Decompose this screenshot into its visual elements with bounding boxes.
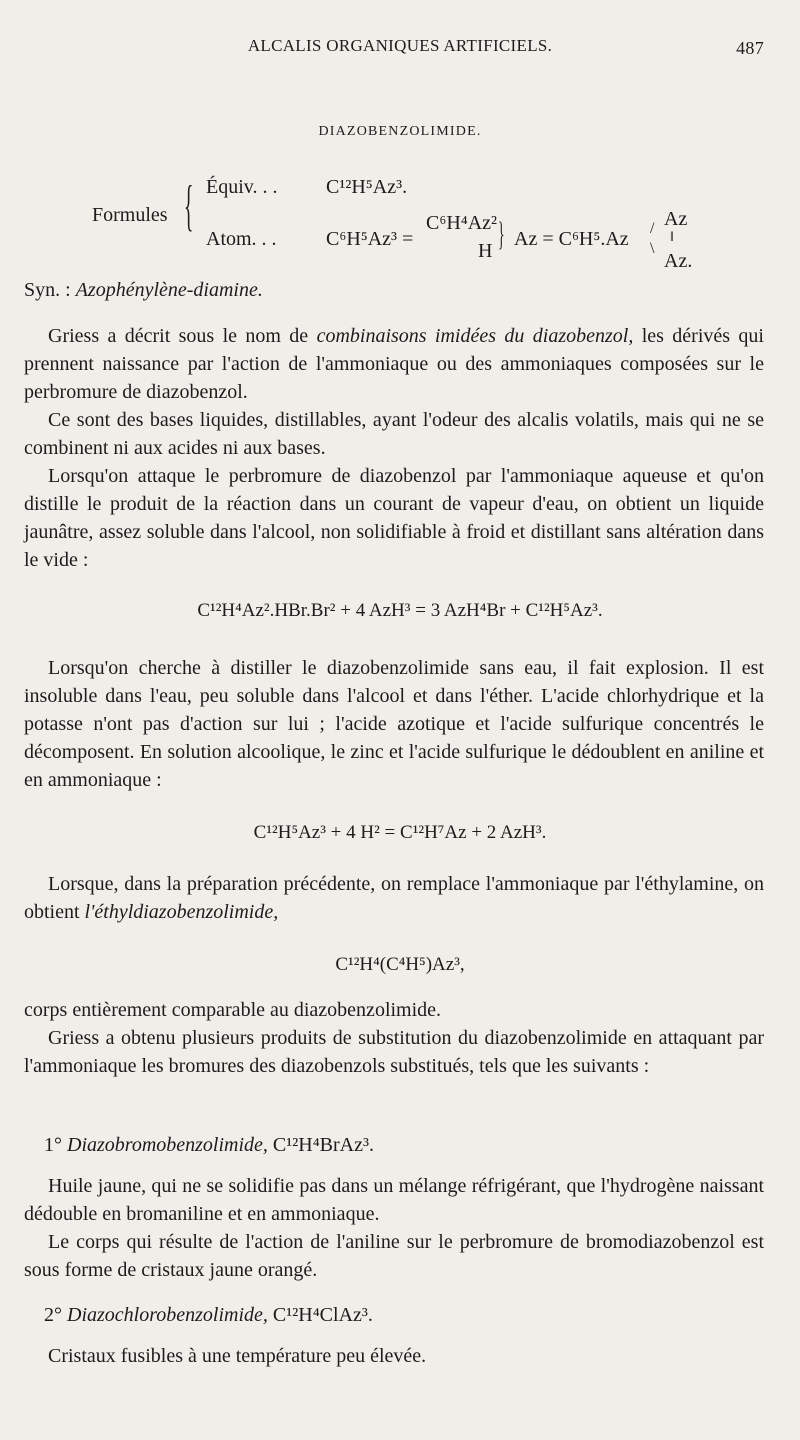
p5-text: Lorsque, dans la préparation précédente, on remplace l'ammoniaque par l'éthylamine, on obtient (24, 873, 764, 923)
paragraph-7 (24, 1024, 764, 1080)
item-1-formula: C¹²H⁴BrAz³. (272, 1134, 374, 1156)
atom-lhs: C⁶H⁵Az³ = (326, 228, 414, 250)
paragraph-4 (24, 654, 764, 794)
paragraph-8 (24, 1172, 764, 1228)
paragraph-6 (24, 996, 764, 1024)
p9-text: Le corps qui résulte de l'action de l'aniline sur le perbromure de bromodiazobenzol est sous forme de cristaux jaune orangé. (24, 1231, 764, 1281)
group-top: C⁶H⁴Az² (426, 212, 498, 234)
p3-text: Lorsqu'on attaque le perbromure de diazobenzol par l'ammoniaque aqueuse et qu'on distille le produit de la réaction dans un courant de vapeur d'eau, on obtient un liquide jaunâtre, assez soluble dans l'alcool, non solidifiable à froid et distillant sans altération dans le vide : (24, 465, 764, 571)
formula-block (0, 174, 800, 284)
paragraph-2 (24, 406, 764, 462)
item-2-heading (44, 1304, 373, 1327)
item-2-name: Diazochlorobenzolimide, (67, 1304, 268, 1326)
right-brace: } (498, 216, 505, 253)
p1-text-a: Griess a décrit sous le nom de (48, 325, 317, 347)
synonym (24, 276, 764, 304)
item-2-number: 2° (44, 1304, 62, 1326)
equation-1: C¹²H⁴Az².HBr.Br² + 4 AzH³ = 3 AzH⁴Br + C¹²H⁵Az³. (197, 600, 603, 621)
page-header (0, 36, 800, 66)
item-1-name: Diazobromobenzolimide, (67, 1134, 268, 1156)
paragraph-10 (24, 1342, 764, 1370)
paragraph-5 (24, 870, 764, 926)
equiv-formula: C¹²H⁵Az³. (326, 176, 408, 198)
p5-italic: l'éthyldiazobenzolimide, (84, 901, 279, 923)
syn-name: Azophénylène-diamine. (75, 279, 263, 301)
p2-text: Ce sont des bases liquides, distillables, ayant l'odeur des alcalis volatils, mais qui ne se combinent ni aux acides ni aux bases. (24, 409, 764, 459)
running-title: ALCALIS ORGANIQUES ARTIFICIELS. (247, 36, 553, 55)
p1-text-b: les dérivés qui prennent naissance par l'action de l'ammoniaque ou des ammoniaques composées sur le perbromure de diazobenzol. (24, 325, 764, 403)
paragraph-3 (24, 462, 764, 574)
section-title: DIAZOBENZOLIMIDE. (318, 124, 482, 139)
atom-mid: Az = C⁶H⁵.Az (514, 228, 629, 250)
item-1-heading (44, 1134, 374, 1157)
bond-up: / (650, 220, 655, 237)
formulas-label: Formules (92, 204, 168, 226)
p8-text: Huile jaune, qui ne se solidifie pas dans un mélange réfrigérant, que l'hydrogène naissant dédouble en bromaniline et en ammoniaque. (24, 1175, 764, 1225)
double-bond: ‖ (670, 230, 674, 245)
paragraph-1 (24, 322, 764, 406)
equation-3: C¹²H⁴(C⁴H⁵)Az³, (335, 954, 465, 975)
syn-prefix: Syn. : (24, 279, 71, 301)
p1-italic: combinaisons imidées du diazobenzol, (316, 325, 634, 347)
page-number: 487 (736, 38, 764, 58)
az-bottom: Az. (664, 250, 693, 272)
left-brace: { (184, 175, 194, 237)
atom-label: Atom. . . (206, 228, 277, 250)
item-2-formula: C¹²H⁴ClAz³. (272, 1304, 373, 1326)
group-bottom: H (478, 240, 493, 262)
paragraph-9 (24, 1228, 764, 1284)
p7-text: Griess a obtenu plusieurs produits de substitution du diazobenzolimide en attaquant par l'ammoniaque les bromures des diazobenzols substitués, tels que les suivants : (24, 1027, 764, 1077)
equiv-label: Équiv. . . (206, 176, 278, 198)
p4-text: Lorsqu'on cherche à distiller le diazobenzolimide sans eau, il fait explosion. Il est insoluble dans l'eau, peu soluble dans l'alcool et dans l'éther. L'acide chlorhydrique et la potasse n'ont pas d'action sur lui ; l'acide azotique et l'acide sulfurique concentrés le décomposent. En solution alcoolique, le zinc et l'acide sulfurique le dédoublent en aniline et en ammoniaque : (24, 657, 764, 791)
bond-down: \ (650, 240, 655, 257)
equation-2: C¹²H⁵Az³ + 4 H² = C¹²H⁷Az + 2 AzH³. (253, 822, 547, 843)
p10-text: Cristaux fusibles à une température peu élevée. (48, 1345, 427, 1367)
az-top: Az (664, 208, 688, 230)
item-1-number: 1° (44, 1134, 62, 1156)
p6-text: corps entièrement comparable au diazobenzolimide. (24, 999, 442, 1021)
